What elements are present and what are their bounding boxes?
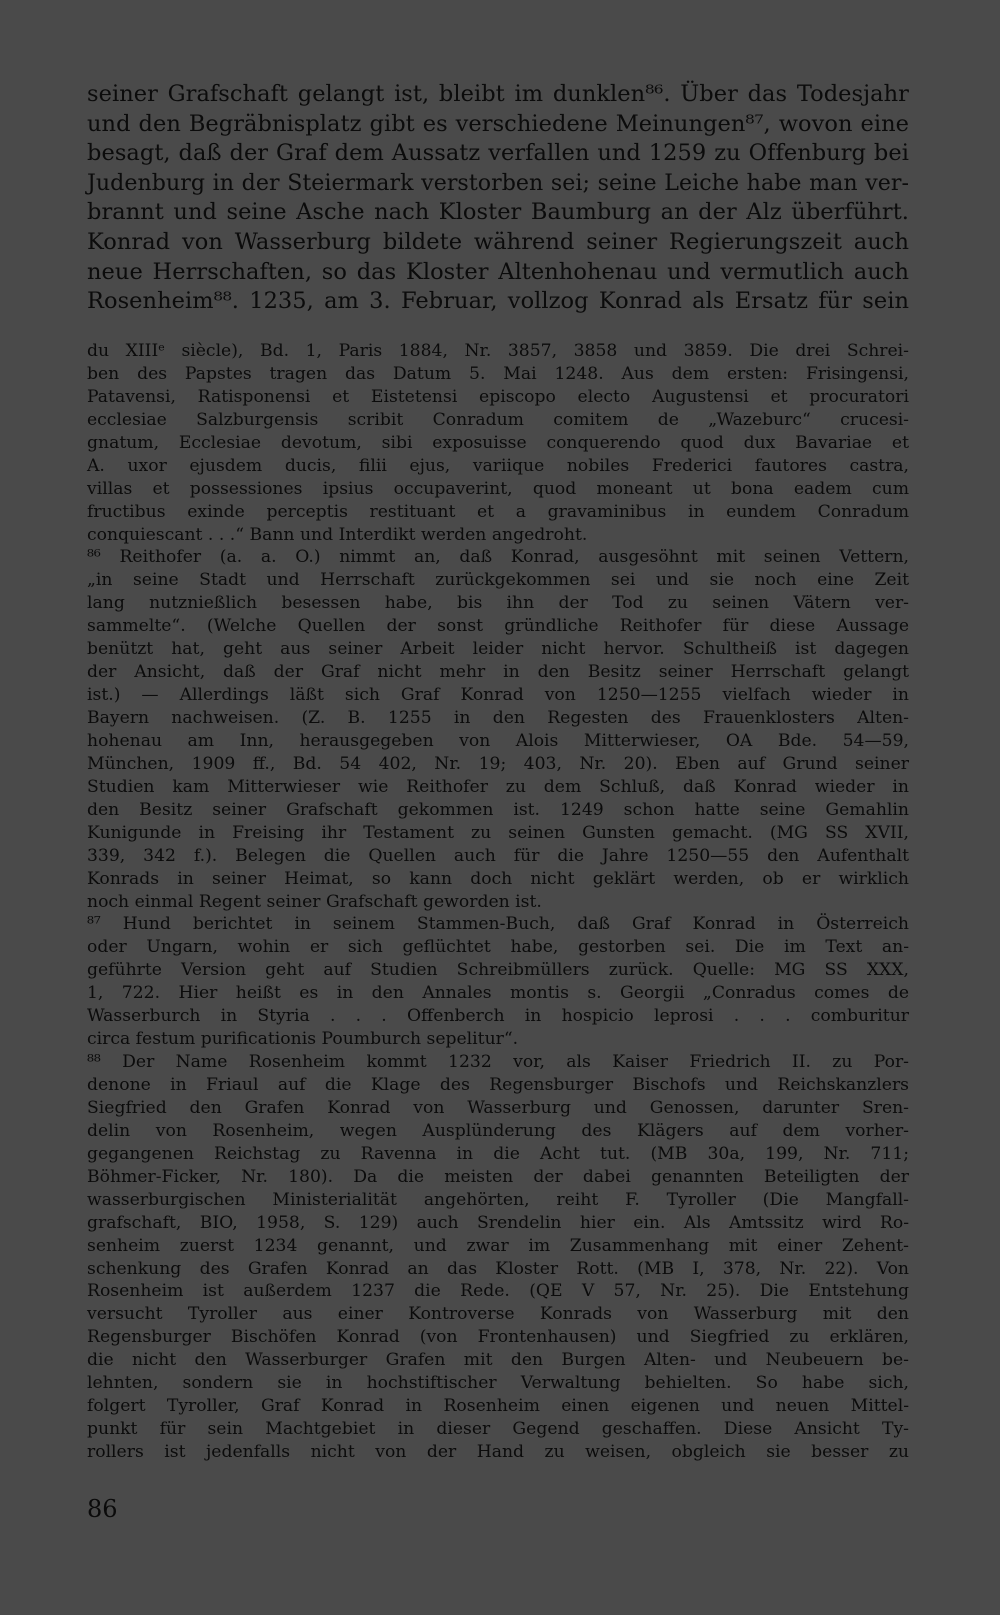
footnote-line: Bayern nachweisen. (Z. B. 1255 in den Regesten des Frauenklosters Alten- <box>87 708 909 728</box>
footnote-line: ⁸⁶ Reithofer (a. a. O.) nimmt an, daß Konrad, ausgesöhnt mit seinen Vettern, <box>87 547 909 568</box>
main-text-line: Konrad von Wasserburg bildete während seiner Regierungszeit auch <box>87 228 909 255</box>
footnote-line: die nicht den Wasserburger Grafen mit den Burgen Alten- und Neubeuern be- <box>87 1350 909 1371</box>
footnote-line: den Besitz seiner Grafschaft gekommen ist. 1249 schon hatte seine Gemahlin <box>87 799 909 820</box>
footnote-line: sammelte“. (Welche Quellen der sonst gründliche Reithofer für diese Aussage <box>87 616 909 637</box>
footnote-line: Böhmer-Ficker, Nr. 180). Da die meisten der dabei genannten Beteiligten der <box>87 1166 909 1187</box>
footnote-line: conquiescant . . .“ Bann und Interdikt werden angedroht. <box>87 524 588 545</box>
footnote-line: Regensburger Bischöfen Konrad (von Frontenhausen) und Siegfried zu erklären, <box>87 1327 909 1348</box>
footnote-line: München, 1909 ff., Bd. 54 402, Nr. 19; 403, Nr. 20). Eben auf Grund seiner <box>87 753 909 774</box>
footnote-line: gegangenen Reichstag zu Ravenna in die Acht tut. (MB 30a, 199, Nr. 711; <box>87 1143 909 1164</box>
footnote-line: Konrads in seiner Heimat, so kann doch nicht geklärt werden, ob er wirklich <box>87 868 909 889</box>
footnote-line: ecclesiae Salzburgensis scribit Conradum comitem de „Wazeburc“ crucesi- <box>87 409 909 430</box>
footnote-line: 1, 722. Hier heißt es in den Annales montis s. Georgii „Conradus comes de <box>87 983 909 1004</box>
main-text-line: neue Herrschaften, so das Kloster Altenhohenau und vermutlich auch <box>87 258 909 285</box>
footnote-line: du XIIIᵉ siècle), Bd. 1, Paris 1884, Nr. 3857, 3858 und 3859. Die drei Schrei- <box>87 341 909 361</box>
footnote-line: versucht Tyroller aus einer Kontroverse Konrads von Wasserburg mit den <box>87 1304 909 1325</box>
footnote-line: grafschaft, BIO, 1958, S. 129) auch Srendelin hier ein. Als Amtssitz wird Ro- <box>87 1212 909 1233</box>
footnote-line: gnatum, Ecclesiae devotum, sibi exposuisse conquerendo quod dux Bavariae et <box>87 432 909 453</box>
footnote-line: Siegfried den Grafen Konrad von Wasserburg und Genossen, darunter Sren- <box>87 1097 909 1118</box>
page-number: 86 <box>87 1495 118 1523</box>
footnote-line: der Ansicht, daß der Graf nicht mehr in den Besitz seiner Herrschaft gelangt <box>87 662 909 683</box>
footnote-line: ist.) — Allerdings läßt sich Graf Konrad von 1250—1255 vielfach wieder in <box>87 685 909 706</box>
main-text-line: und den Begräbnisplatz gibt es verschiedene Meinungen⁸⁷, wovon eine <box>87 110 909 137</box>
main-text-line: Rosenheim⁸⁸. 1235, am 3. Februar, vollzog Konrad als Ersatz für sein <box>87 288 909 315</box>
footnote-line: ben des Papstes tragen das Datum 5. Mai 1248. Aus dem ersten: Frisingensi, <box>87 363 909 384</box>
footnote-line: lang nutznießlich besessen habe, bis ihn der Tod zu seinen Vätern ver- <box>87 593 909 614</box>
footnote-line: schenkung des Grafen Konrad an das Kloster Rott. (MB I, 378, Nr. 22). Von <box>87 1258 909 1279</box>
main-text-block <box>87 80 909 317</box>
footnote-line: Patavensi, Ratisponensi et Eistetensi episcopo electo Augustensi et procuratori <box>87 386 909 407</box>
footnote-line: Wasserburch in Styria . . . Offenberch in hospicio leprosi . . . comburitur <box>87 1006 909 1027</box>
main-text-line: brannt und seine Asche nach Kloster Baumburg an der Alz überführt. <box>87 199 909 226</box>
footnote-line: geführte Version geht auf Studien Schreibmüllers zurück. Quelle: MG SS XXX, <box>87 960 909 981</box>
footnote-line: wasserburgischen Ministerialität angehörten, reiht F. Tyroller (Die Mangfall- <box>87 1189 909 1210</box>
footnote-line: Kunigunde in Freising ihr Testament zu seinen Gunsten gemacht. (MG SS XVII, <box>87 822 909 843</box>
footnote-line: „in seine Stadt und Herrschaft zurückgekommen sei und sie noch eine Zeit <box>87 570 909 591</box>
footnote-line: benützt hat, geht aus seiner Arbeit leider nicht hervor. Schultheiß ist dagegen <box>87 639 909 660</box>
footnote-line: noch einmal Regent seiner Grafschaft geworden ist. <box>87 891 542 912</box>
footnote-line: A. uxor ejusdem ducis, filii ejus, variique nobiles Frederici fautores castra, <box>87 455 909 476</box>
footnote-line: senheim zuerst 1234 genannt, und zwar im Zusammenhang mit einer Zehent- <box>87 1235 909 1256</box>
footnote-line: Rosenheim ist außerdem 1237 die Rede. (QE V 57, Nr. 25). Die Entstehung <box>87 1281 909 1302</box>
footnote-line: Studien kam Mitterwieser wie Reithofer zu dem Schluß, daß Konrad wieder in <box>87 776 909 797</box>
footnote-line: circa festum purificationis Poumburch sepelitur“. <box>87 1029 519 1050</box>
footnote-line: rollers ist jedenfalls nicht von der Hand zu weisen, obgleich sie besser zu <box>87 1442 909 1462</box>
footnote-line: villas et possessiones ipsius occupaverint, quod moneant ut bona eadem cum <box>87 478 909 499</box>
main-text-line: seiner Grafschaft gelangt ist, bleibt im dunklen⁸⁶. Über das Todesjahr <box>87 81 909 107</box>
footnote-line: ⁸⁷ Hund berichtet in seinem Stammen-Buch, daß Graf Konrad in Österreich <box>87 914 909 935</box>
footnote-line: ⁸⁸ Der Name Rosenheim kommt 1232 vor, als Kaiser Friedrich II. zu Por- <box>87 1052 909 1073</box>
footnote-line: fructibus exinde perceptis restituant et a gravaminibus in eundem Conradum <box>87 501 909 522</box>
main-text-line: besagt, daß der Graf dem Aussatz verfallen und 1259 zu Offenburg bei <box>87 140 909 167</box>
footnotes-block <box>87 340 909 1464</box>
footnote-line: denone in Friaul auf die Klage des Regensburger Bischofs und Reichskanzlers <box>87 1075 909 1095</box>
footnote-line: lehnten, sondern sie in hochstiftischer Verwaltung behielten. So habe sich, <box>87 1373 909 1394</box>
footnote-line: hohenau am Inn, herausgegeben von Alois Mitterwieser, OA Bde. 54—59, <box>87 730 909 751</box>
main-text-line: Judenburg in der Steiermark verstorben sei; seine Leiche habe man ver- <box>87 169 909 196</box>
footnote-line: oder Ungarn, wohin er sich geflüchtet habe, gestorben sei. Die im Text an- <box>87 937 909 958</box>
footnote-line: folgert Tyroller, Graf Konrad in Rosenheim einen eigenen und neuen Mittel- <box>87 1396 909 1417</box>
footnote-line: punkt für sein Machtgebiet in dieser Gegend geschaffen. Diese Ansicht Ty- <box>87 1419 909 1440</box>
footnote-line: delin von Rosenheim, wegen Ausplünderung des Klägers auf dem vorher- <box>87 1120 909 1141</box>
footnote-line: 339, 342 f.). Belegen die Quellen auch für die Jahre 1250—55 den Aufenthalt <box>87 845 909 866</box>
